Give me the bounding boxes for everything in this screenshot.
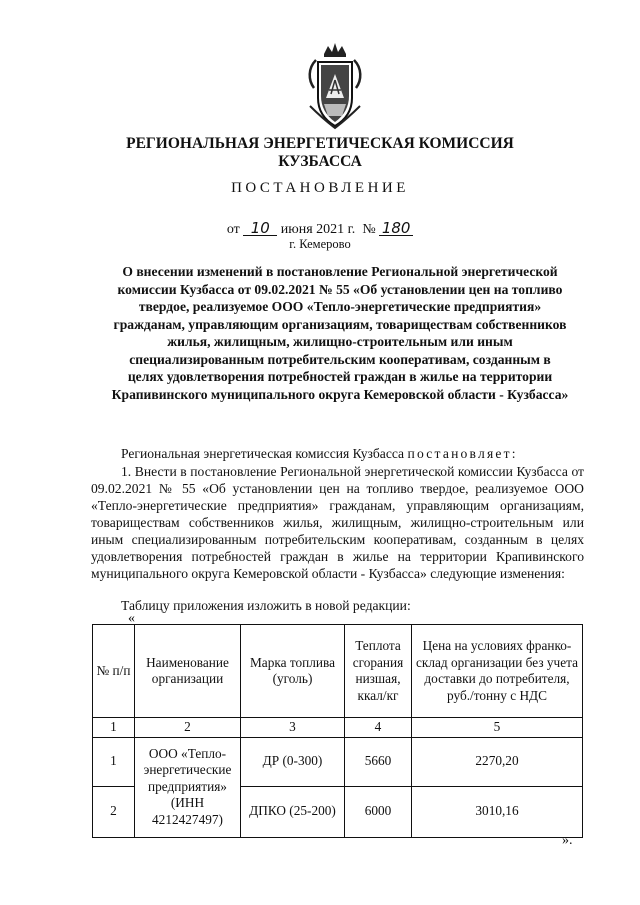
table-row — [93, 737, 583, 786]
opening-quote: « — [128, 611, 135, 626]
column-number-row — [93, 718, 583, 738]
heat-cell: 6000 — [345, 786, 412, 837]
header-num: № п/п — [93, 625, 135, 718]
intro-paragraph — [91, 445, 584, 462]
header-heat: Теплота сгорания низшая, ккал/кг — [345, 625, 412, 718]
col-number: 3 — [241, 718, 345, 738]
intro-text: Региональная энергетическая комиссия Кузбасса — [121, 446, 405, 461]
table-header-row — [93, 625, 583, 718]
document-number: 180 — [379, 221, 413, 236]
closing-quote: ». — [562, 833, 573, 848]
price-cell: 2270,20 — [412, 737, 583, 786]
tariff-table — [92, 624, 583, 838]
table-intro: Таблицу приложения изложить в новой редакции: — [121, 598, 411, 613]
fuel-cell: ДПКО (25-200) — [241, 786, 345, 837]
paragraph-1: 1. Внести в постановление Региональной энергетической комиссии Кузбасса от 09.02.2021 № 55 «Об установлении цен на топливо твердое, реализуемое ООО «Тепло-энергетические предприятия» гражданам, управляющим организациям, товариществам собственников жилья, жилищным, жилищно-строительным или иным специализированным потребительским кооперативам, созданным в целях удовлетворения потребностей граждан в жилье на территории Крапивинского муниципального округа Кемеровской области - Кузбасса» следующие изменения: — [91, 464, 584, 581]
date-day: 10 — [243, 221, 277, 236]
date-rest: июня 2021 г. — [280, 222, 356, 237]
price-cell: 3010,16 — [412, 786, 583, 837]
header-price: Цена на условиях франко-склад организации без учета доставки до потребителя, руб./тонну с НДС — [412, 625, 583, 718]
org-name-line1: РЕГИОНАЛЬНАЯ ЭНЕРГЕТИЧЕСКАЯ КОМИССИЯ — [126, 135, 514, 152]
date-line — [40, 221, 600, 238]
document-type: ПОСТАНОВЛЕНИЕ — [231, 180, 409, 196]
city: г. Кемерово — [289, 237, 351, 251]
col-number: 1 — [93, 718, 135, 738]
date-prefix: от — [226, 222, 240, 237]
row-num: 2 — [93, 786, 135, 837]
document-title: О внесении изменений в постановление Региональной энергетической комиссии Кузбасса от 09.02.2021 № 55 «Об установлении цен на топливо твердое, реализуемое ООО «Тепло-энергетические предприятия» гражданам, управляющим организациям, товариществам собственников жилья, жилищным, жилищно-строительным или иным специализированным потребительским кооперативам, созданным в целях удовлетворения потребностей граждан в жилье на территории Крапивинского муниципального округа Кемеровской области - Кузбасса» — [111, 264, 569, 402]
intro-decree-word: постановляет: — [407, 446, 518, 461]
number-sign: № — [362, 222, 376, 237]
org-name-line2: КУЗБАССА — [278, 153, 362, 170]
coat-of-arms-icon — [302, 40, 368, 130]
col-number: 2 — [135, 718, 241, 738]
row-num: 1 — [93, 737, 135, 786]
col-number: 5 — [412, 718, 583, 738]
org-name-cell: ООО «Тепло-энергетические предприятия» (ИНН 4212427497) — [135, 737, 241, 837]
heat-cell: 5660 — [345, 737, 412, 786]
col-number: 4 — [345, 718, 412, 738]
header-fuel: Марка топлива (уголь) — [241, 625, 345, 718]
fuel-cell: ДР (0-300) — [241, 737, 345, 786]
header-org: Наименование организации — [135, 625, 241, 718]
